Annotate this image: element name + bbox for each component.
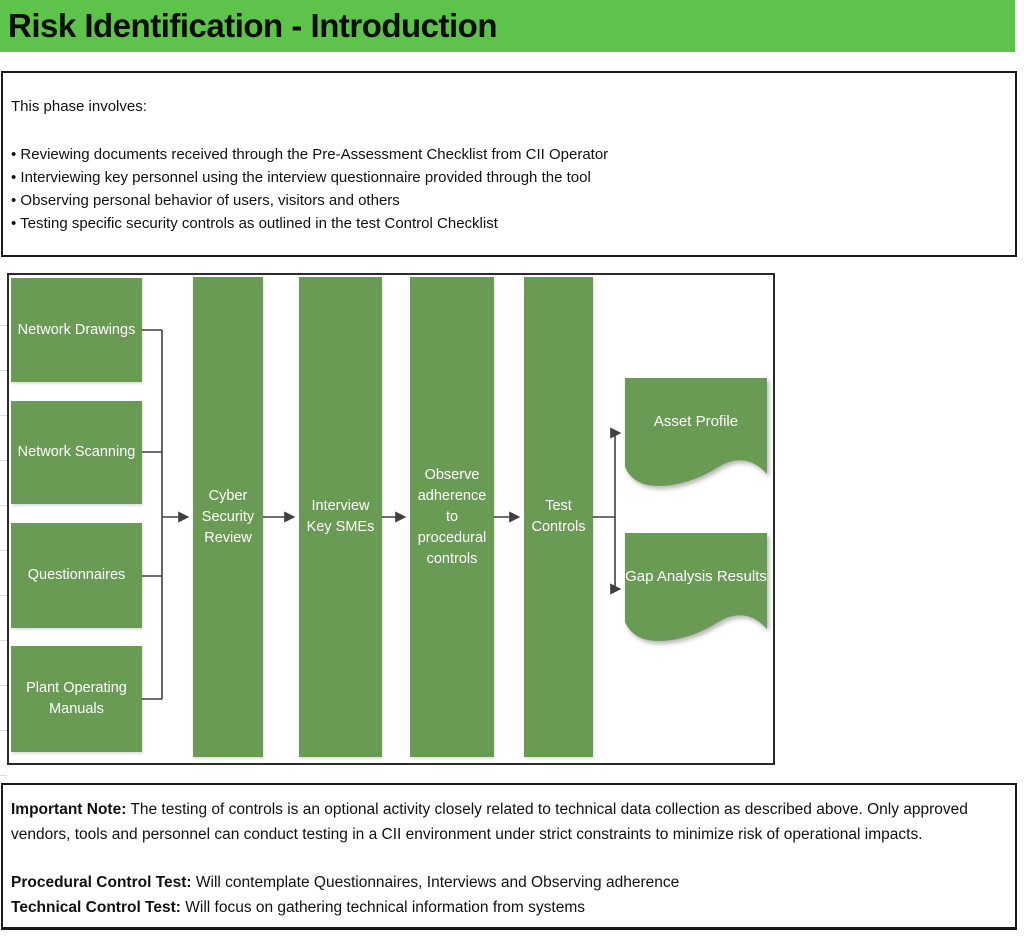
intro-bullet: • Reviewing documents received through the Pre-Assessment Checklist from CII Operator xyxy=(11,146,609,163)
procedural-note-label: Procedural Control Test: xyxy=(11,874,192,891)
output-asset-profile xyxy=(625,378,767,489)
page-title: Risk Identification - Introduction xyxy=(8,7,497,44)
input-box-network-scanning xyxy=(11,401,142,504)
stage-label: Interview Key SMEs xyxy=(306,498,375,535)
stage-label: Observe adherence to procedural controls xyxy=(417,466,487,567)
output-label: Gap Analysis Results xyxy=(625,567,767,585)
title-bar xyxy=(0,0,1015,52)
stage-observe-adherence xyxy=(410,277,494,757)
intro-bullet: • Observing personal behavior of users, visitors and others xyxy=(11,192,400,209)
procedural-control-note xyxy=(11,871,1003,896)
intro-box xyxy=(1,71,1017,257)
input-label: Network Scanning xyxy=(17,444,136,460)
input-box-questionnaires xyxy=(11,523,142,628)
process-flow-diagram xyxy=(7,273,775,765)
technical-note-text: Will focus on gathering technical information from systems xyxy=(180,898,585,916)
stage-test-controls xyxy=(524,277,593,757)
output-gap-analysis-results xyxy=(625,533,767,644)
output-label: Asset Profile xyxy=(653,412,739,430)
spacer xyxy=(11,847,1003,871)
input-label: Plant Operating Manuals xyxy=(26,680,127,717)
important-note-label: Important Note: xyxy=(11,801,127,818)
input-label: Network Drawings xyxy=(17,321,136,338)
procedural-note-text: Will contemplate Questionnaires, Interviews and Observing adherence xyxy=(191,874,680,891)
spreadsheet-gridlines xyxy=(0,281,7,781)
stage-label: Test Controls xyxy=(531,498,586,535)
stage-label: Cyber Security Review xyxy=(201,487,255,546)
input-label: Questionnaires xyxy=(27,567,126,583)
stage-cyber-security-review xyxy=(193,277,263,757)
technical-control-note xyxy=(11,896,1003,921)
stage-interview-key-smes xyxy=(299,277,382,757)
input-box-network-drawings xyxy=(11,278,142,382)
intro-bullet: • Testing specific security controls as outlined in the test Control Checklist xyxy=(11,215,498,232)
intro-bullet: • Interviewing key personnel using the interview questionnaire provided through the tool xyxy=(11,169,591,186)
notes-box xyxy=(1,783,1017,930)
input-box-plant-operating-manuals xyxy=(11,646,142,752)
intro-lead: This phase involves: xyxy=(11,98,147,115)
technical-note-label: Technical Control Test: xyxy=(11,898,181,916)
important-note xyxy=(11,798,1003,847)
important-note-text: The testing of controls is an optional activity closely related to technical data collection as described above. Only approved vendors, tools and personnel can conduct testing in a CII environment under strict constraints to minimize risk of operational impacts. xyxy=(11,801,968,843)
